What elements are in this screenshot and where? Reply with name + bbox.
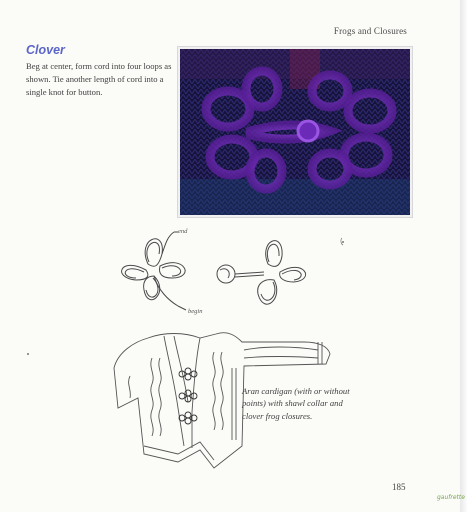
label-begin: begin xyxy=(188,308,203,315)
watermark: gaufrette xyxy=(437,494,465,501)
section-title: Clover xyxy=(26,43,65,57)
page-number: 185 xyxy=(392,482,406,492)
figure-caption: Aran cardigan (with or without points) with shawl collar and clover frog closures. xyxy=(242,386,350,421)
instruction-text: Beg at center, form cord into four loops as shown. Tie another length of cord into a single knot for button. xyxy=(26,61,172,97)
label-end: end xyxy=(178,228,188,235)
running-head: Frogs and Closures xyxy=(333,26,407,36)
